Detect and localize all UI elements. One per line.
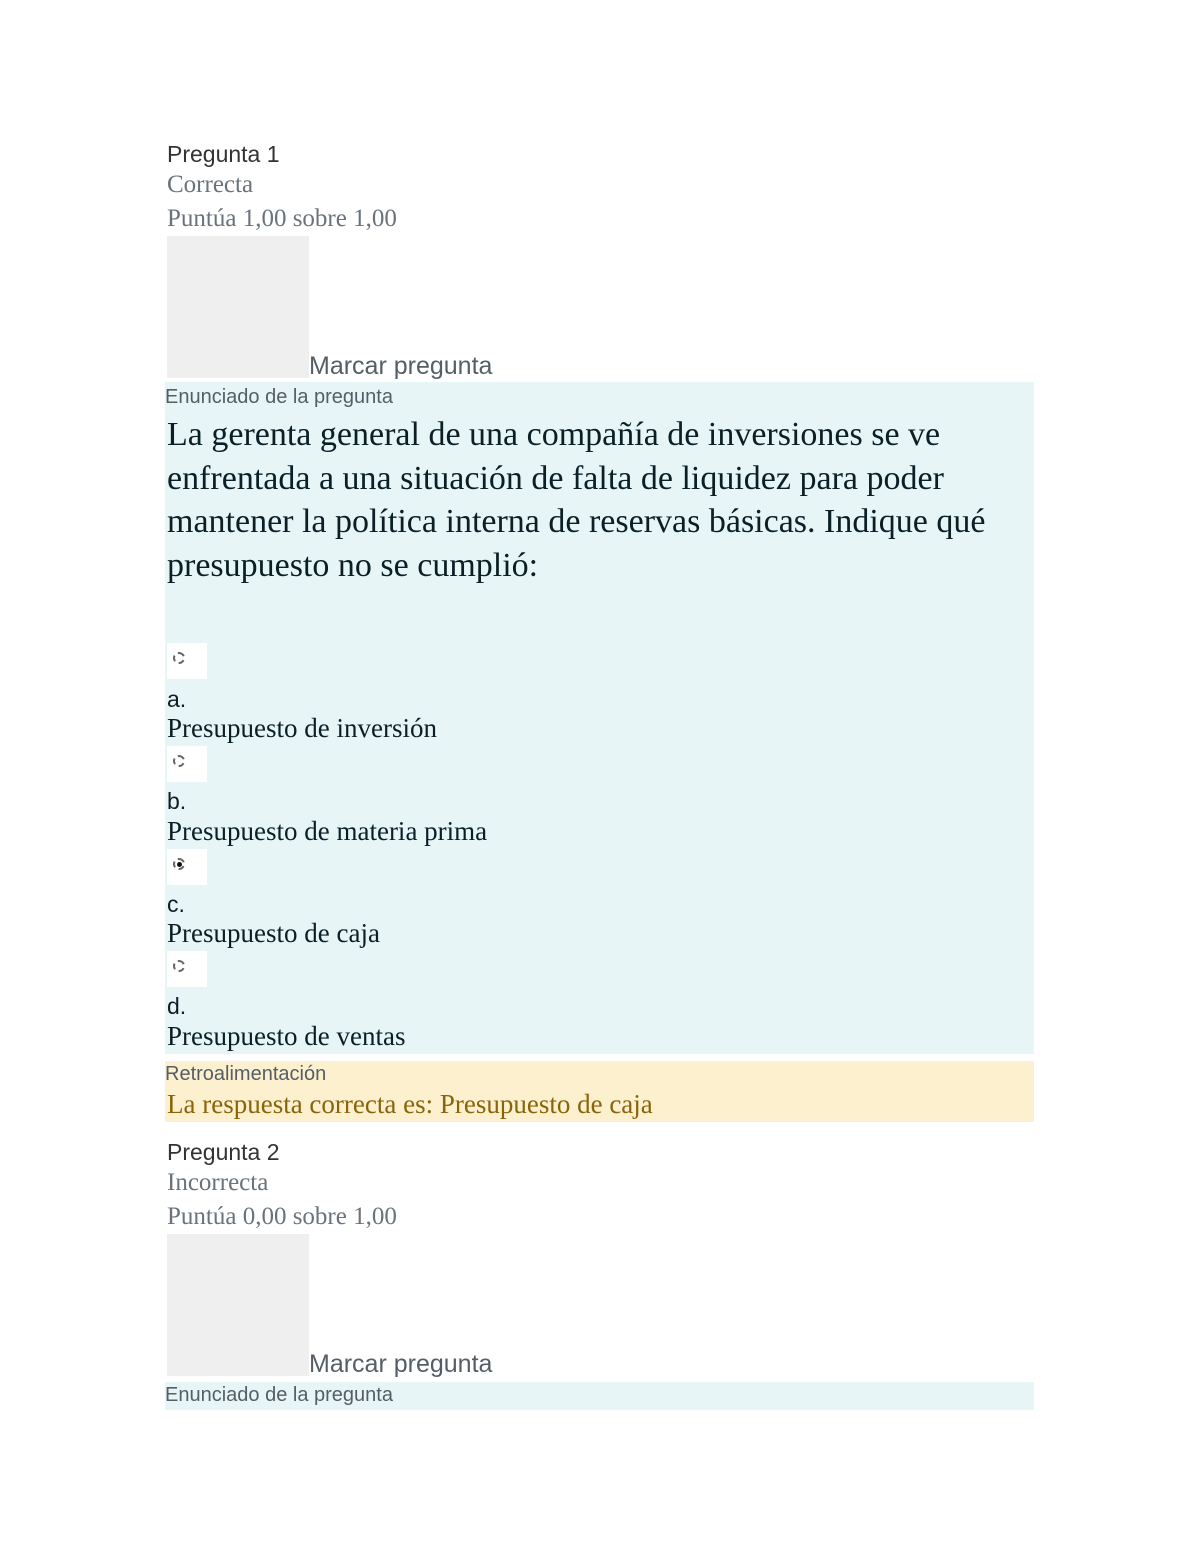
option-b-radio[interactable]: [167, 746, 207, 782]
flag-question-1-link[interactable]: Marcar pregunta: [309, 352, 493, 380]
option-d-text[interactable]: Presupuesto de ventas: [167, 1021, 406, 1051]
radio-unchecked-icon: [173, 652, 185, 664]
option-c-radio[interactable]: [167, 849, 207, 885]
question-2-number: Pregunta 2: [167, 1139, 280, 1165]
option-a-text[interactable]: Presupuesto de inversión: [167, 713, 437, 743]
question-1-state: Correcta: [167, 171, 254, 198]
radio-unchecked-icon: [173, 755, 185, 767]
option-b-text[interactable]: Presupuesto de materia prima: [167, 816, 488, 846]
option-c-letter: c.: [167, 891, 185, 917]
flag-icon[interactable]: [167, 1234, 309, 1376]
question-1-text: La gerenta general de una compañía de inversiones se ve enfrentada a una situación de falta de liquidez para poder mantener la política interna de reservas básicas. Indique qué presupuesto no se cumplió:: [167, 416, 986, 584]
question-2-grade: Puntúa 0,00 sobre 1,00: [167, 1203, 397, 1230]
flag-question-2-link[interactable]: Marcar pregunta: [309, 1350, 493, 1378]
question-2-text-label: Enunciado de la pregunta: [165, 1384, 393, 1406]
question-1-grade: Puntúa 1,00 sobre 1,00: [167, 205, 397, 232]
radio-unchecked-icon: [173, 960, 185, 972]
question-1-text-label: Enunciado de la pregunta: [165, 386, 393, 408]
option-a-letter: a.: [167, 686, 187, 712]
option-d-radio[interactable]: [167, 951, 207, 987]
question-2-state: Incorrecta: [167, 1169, 269, 1196]
feedback-correct-answer: La respuesta correcta es: Presupuesto de caja: [167, 1089, 653, 1119]
question-1-number: Pregunta 1: [167, 141, 280, 167]
feedback-label: Retroalimentación: [165, 1063, 327, 1085]
option-c-text[interactable]: Presupuesto de caja: [167, 918, 380, 948]
option-d-letter: d.: [167, 993, 187, 1019]
option-b-letter: b.: [167, 788, 187, 814]
radio-checked-icon: [173, 858, 185, 870]
flag-icon[interactable]: [167, 236, 309, 378]
option-a-radio[interactable]: [167, 643, 207, 679]
